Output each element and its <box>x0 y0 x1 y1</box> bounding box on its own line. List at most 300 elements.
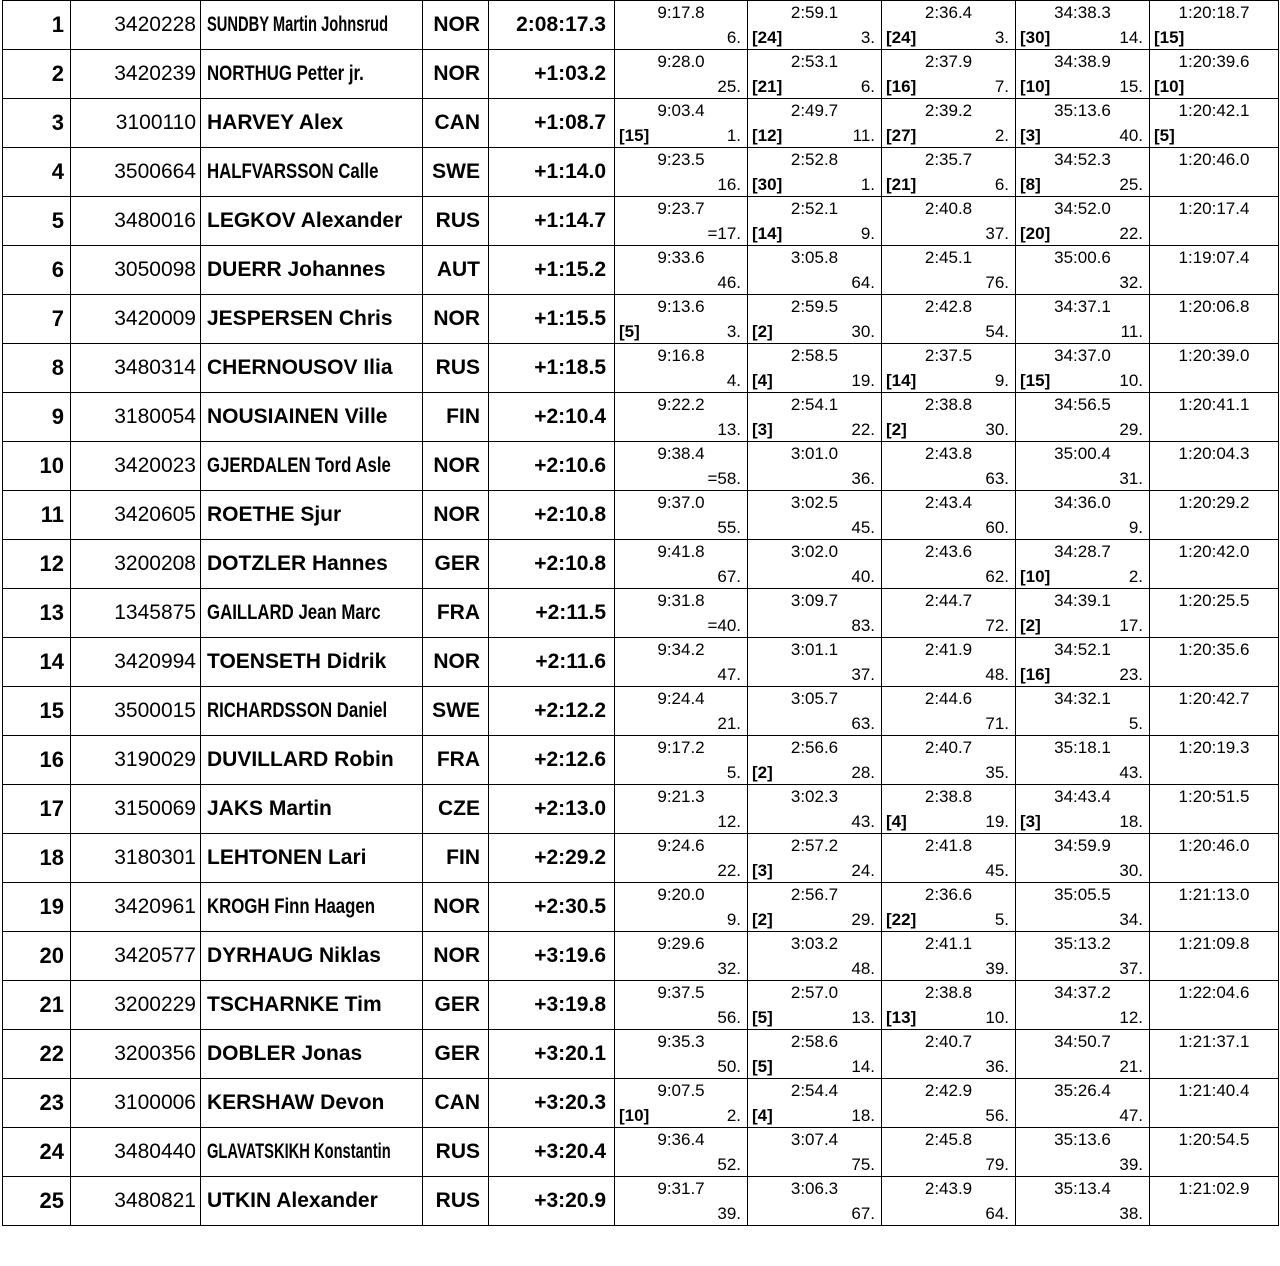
split-bonus: [21] <box>752 77 783 96</box>
athlete-name-cell <box>201 540 423 589</box>
athlete-name: GLAVATSKIKH Konstantin <box>207 1140 391 1163</box>
split-place: 14. <box>1119 28 1143 47</box>
split-cell <box>1150 589 1279 638</box>
split-bonus: [12] <box>752 126 783 145</box>
split-time: 1:20:42.1 <box>1178 101 1250 120</box>
split-time: 1:20:06.8 <box>1178 297 1250 316</box>
nation-cell: RUS <box>423 1177 489 1226</box>
split-time: 9:37.5 <box>657 983 705 1002</box>
table-row <box>3 99 1279 148</box>
split-time: 34:38.3 <box>1054 3 1111 22</box>
athlete-name-cell <box>201 393 423 442</box>
split-cell <box>615 295 748 344</box>
split-time: 34:32.1 <box>1054 689 1111 708</box>
split-time: 2:36.4 <box>924 3 973 22</box>
nation-cell: RUS <box>423 1128 489 1177</box>
split-place: 37. <box>1119 959 1143 978</box>
split-bonus: [2] <box>752 322 773 341</box>
split-time: 2:38.8 <box>924 787 973 806</box>
athlete-name: HALFVARSSON Calle <box>207 160 379 183</box>
split-bonus: [21] <box>886 175 917 194</box>
split-time: 34:56.5 <box>1054 395 1111 414</box>
split-cell <box>748 1128 882 1177</box>
fis-code-cell: 3420239 <box>71 50 201 99</box>
split-bonus: [16] <box>1020 665 1051 684</box>
split-time: 1:22:04.6 <box>1178 983 1250 1002</box>
split-time: 34:37.1 <box>1054 297 1111 316</box>
split-time: 1:20:35.6 <box>1178 640 1250 659</box>
time-cell: +2:10.8 <box>489 491 615 540</box>
split-time: 34:52.0 <box>1054 199 1111 218</box>
split-time: 3:07.4 <box>790 1130 839 1149</box>
athlete-name: TSCHARNKE Tim <box>207 993 382 1016</box>
split-time: 2:41.1 <box>924 934 973 953</box>
split-cell <box>882 197 1016 246</box>
fis-code-cell: 3200208 <box>71 540 201 589</box>
split-time: 34:39.1 <box>1054 591 1111 610</box>
split-place: 38. <box>1119 1204 1143 1223</box>
split-cell <box>882 834 1016 883</box>
split-place: 32. <box>717 959 741 978</box>
rank-cell: 2 <box>3 50 71 99</box>
split-place: 21. <box>717 714 741 733</box>
athlete-name-cell <box>201 491 423 540</box>
split-time: 1:20:51.5 <box>1178 787 1250 806</box>
time-cell: +2:13.0 <box>489 785 615 834</box>
split-cell <box>882 99 1016 148</box>
split-place: 36. <box>985 1057 1009 1076</box>
split-cell <box>748 148 882 197</box>
split-time: 34:38.9 <box>1054 52 1111 71</box>
split-cell <box>1150 246 1279 295</box>
split-time: 9:36.4 <box>657 1130 705 1149</box>
split-time: 9:34.2 <box>657 640 705 659</box>
split-cell <box>1016 540 1150 589</box>
rank-cell: 24 <box>3 1128 71 1177</box>
table-row <box>3 932 1279 981</box>
split-cell <box>1150 442 1279 491</box>
split-cell <box>882 148 1016 197</box>
split-bonus: [2] <box>886 420 907 439</box>
split-place: 2. <box>1128 567 1143 586</box>
split-place: 30. <box>1119 861 1143 880</box>
rank-cell: 13 <box>3 589 71 638</box>
fis-code-cell: 3190029 <box>71 736 201 785</box>
split-place: 72. <box>985 616 1009 635</box>
split-place: =17. <box>707 224 741 243</box>
nation-cell: RUS <box>423 344 489 393</box>
split-cell <box>748 932 882 981</box>
split-cell <box>882 50 1016 99</box>
split-place: 23. <box>1119 665 1143 684</box>
split-place: 5. <box>994 910 1009 929</box>
split-place: 10. <box>1119 371 1143 390</box>
split-cell <box>1150 50 1279 99</box>
split-place: 24. <box>851 861 875 880</box>
split-place: 29. <box>851 910 875 929</box>
split-time: 35:13.4 <box>1054 1179 1111 1198</box>
split-place: 47. <box>717 665 741 684</box>
split-place: 45. <box>851 518 875 537</box>
split-cell <box>1016 638 1150 687</box>
split-cell <box>882 1128 1016 1177</box>
split-cell <box>615 197 748 246</box>
split-place: 47. <box>1119 1106 1143 1125</box>
table-row <box>3 344 1279 393</box>
split-time: 2:43.6 <box>924 542 973 561</box>
split-time: 35:13.6 <box>1054 101 1111 120</box>
split-time: 35:13.6 <box>1054 1130 1111 1149</box>
split-time: 2:59.5 <box>790 297 839 316</box>
split-place: 19. <box>851 371 875 390</box>
fis-code-cell: 3420605 <box>71 491 201 540</box>
split-cell <box>1016 246 1150 295</box>
split-place: 40. <box>851 567 875 586</box>
split-time: 1:20:46.0 <box>1178 150 1250 169</box>
split-place: 17. <box>1119 616 1143 635</box>
split-time: 3:05.8 <box>790 248 839 267</box>
athlete-name: JESPERSEN Chris <box>207 307 393 330</box>
split-cell <box>882 589 1016 638</box>
athlete-name: HARVEY Alex <box>207 111 344 134</box>
split-place: 45. <box>985 861 1009 880</box>
fis-code-cell: 3420994 <box>71 638 201 687</box>
split-place: 56. <box>717 1008 741 1027</box>
nation-cell: CAN <box>423 1079 489 1128</box>
split-cell <box>1150 638 1279 687</box>
split-cell <box>1150 295 1279 344</box>
split-bonus: [15] <box>619 126 650 145</box>
athlete-name-cell <box>201 1079 423 1128</box>
split-time: 2:56.6 <box>790 738 839 757</box>
split-time: 2:42.8 <box>924 297 973 316</box>
split-cell <box>615 687 748 736</box>
split-place: 63. <box>985 469 1009 488</box>
split-cell <box>615 148 748 197</box>
split-cell <box>1150 197 1279 246</box>
split-cell <box>1016 344 1150 393</box>
split-place: 75. <box>851 1155 875 1174</box>
athlete-name-cell <box>201 1030 423 1079</box>
split-bonus: [3] <box>752 420 773 439</box>
split-cell <box>1150 736 1279 785</box>
split-place: 39. <box>985 959 1009 978</box>
split-bonus: [5] <box>619 322 640 341</box>
table-row <box>3 638 1279 687</box>
split-place: 50. <box>717 1057 741 1076</box>
split-time: 9:24.6 <box>657 836 705 855</box>
table-row <box>3 589 1279 638</box>
fis-code-cell: 3480440 <box>71 1128 201 1177</box>
split-place: =40. <box>707 616 741 635</box>
athlete-name: NORTHUG Petter jr. <box>207 62 364 85</box>
split-time: 2:38.8 <box>924 395 973 414</box>
athlete-name: LEHTONEN Lari <box>207 846 367 869</box>
split-place: 29. <box>1119 420 1143 439</box>
split-place: 4. <box>726 371 741 390</box>
split-bonus: [27] <box>886 126 917 145</box>
athlete-name-cell <box>201 295 423 344</box>
split-time: 34:59.9 <box>1054 836 1111 855</box>
split-cell <box>615 393 748 442</box>
split-place: 39. <box>1119 1155 1143 1174</box>
split-time: 3:01.1 <box>790 640 839 659</box>
split-cell <box>615 1030 748 1079</box>
split-cell <box>1016 932 1150 981</box>
split-time: 34:50.7 <box>1054 1032 1111 1051</box>
nation-cell: CZE <box>423 785 489 834</box>
fis-code-cell: 3480821 <box>71 1177 201 1226</box>
split-place: 13. <box>851 1008 875 1027</box>
fis-code-cell: 3200356 <box>71 1030 201 1079</box>
split-bonus: [24] <box>886 28 917 47</box>
split-cell <box>748 1 882 50</box>
split-cell <box>1016 883 1150 932</box>
split-place: 76. <box>985 273 1009 292</box>
split-cell <box>615 344 748 393</box>
nation-cell: FRA <box>423 589 489 638</box>
split-cell <box>882 1177 1016 1226</box>
split-place: 18. <box>1119 812 1143 831</box>
split-place: 11. <box>1120 322 1143 341</box>
split-time: 9:38.4 <box>657 444 705 463</box>
split-time: 35:13.2 <box>1054 934 1111 953</box>
rank-cell: 14 <box>3 638 71 687</box>
table-row <box>3 1177 1279 1226</box>
split-cell <box>615 1 748 50</box>
split-place: =58. <box>707 469 741 488</box>
split-bonus: [4] <box>886 812 907 831</box>
split-time: 1:21:37.1 <box>1178 1032 1250 1051</box>
split-cell <box>882 687 1016 736</box>
athlete-name: DUVILLARD Robin <box>207 748 394 771</box>
split-cell <box>748 785 882 834</box>
athlete-name: DOTZLER Hannes <box>207 552 388 575</box>
split-bonus: [14] <box>886 371 917 390</box>
split-time: 1:20:39.0 <box>1178 346 1250 365</box>
split-place: 9. <box>994 371 1009 390</box>
split-cell <box>882 981 1016 1030</box>
split-bonus: [2] <box>752 763 773 782</box>
split-cell <box>1150 1177 1279 1226</box>
split-time: 9:28.0 <box>657 52 705 71</box>
split-time: 35:26.4 <box>1054 1081 1111 1100</box>
athlete-name-cell <box>201 638 423 687</box>
table-row <box>3 246 1279 295</box>
time-cell: +3:19.6 <box>489 932 615 981</box>
split-time: 2:53.1 <box>790 52 839 71</box>
split-place: 3. <box>994 28 1009 47</box>
rank-cell: 8 <box>3 344 71 393</box>
split-time: 3:03.2 <box>790 934 839 953</box>
split-bonus: [2] <box>752 910 773 929</box>
split-place: 12. <box>1119 1008 1143 1027</box>
time-cell: +2:29.2 <box>489 834 615 883</box>
nation-cell: NOR <box>423 50 489 99</box>
nation-cell: SWE <box>423 148 489 197</box>
results-table <box>2 0 1279 1226</box>
rank-cell: 18 <box>3 834 71 883</box>
split-time: 2:43.9 <box>924 1179 973 1198</box>
split-time: 1:20:29.2 <box>1178 493 1250 512</box>
split-place: 15. <box>1119 77 1143 96</box>
table-row <box>3 981 1279 1030</box>
split-bonus: [14] <box>752 224 783 243</box>
rank-cell: 3 <box>3 99 71 148</box>
split-time: 2:45.1 <box>924 248 973 267</box>
split-place: 30. <box>851 322 875 341</box>
split-place: 36. <box>851 469 875 488</box>
split-place: 21. <box>1119 1057 1143 1076</box>
split-place: 35. <box>985 763 1009 782</box>
table-row <box>3 834 1279 883</box>
split-time: 2:42.9 <box>924 1081 973 1100</box>
split-cell <box>1016 1177 1150 1226</box>
rank-cell: 4 <box>3 148 71 197</box>
nation-cell: NOR <box>423 295 489 344</box>
athlete-name: DOBLER Jonas <box>207 1042 363 1065</box>
rank-cell: 11 <box>3 491 71 540</box>
table-row <box>3 442 1279 491</box>
time-cell: +2:30.5 <box>489 883 615 932</box>
split-cell <box>615 540 748 589</box>
split-place: 37. <box>985 224 1009 243</box>
split-place: 14. <box>851 1057 875 1076</box>
split-cell <box>1016 99 1150 148</box>
split-cell <box>1150 687 1279 736</box>
split-bonus: [20] <box>1020 224 1051 243</box>
split-cell <box>615 50 748 99</box>
split-cell <box>615 1128 748 1177</box>
split-bonus: [5] <box>752 1008 773 1027</box>
nation-cell: NOR <box>423 932 489 981</box>
split-cell <box>882 638 1016 687</box>
split-place: 55. <box>717 518 741 537</box>
time-cell: +1:15.2 <box>489 246 615 295</box>
split-place: 22. <box>1119 224 1143 243</box>
athlete-name: TOENSETH Didrik <box>207 650 387 673</box>
split-cell <box>1150 1 1279 50</box>
time-cell: +1:14.0 <box>489 148 615 197</box>
athlete-name: CHERNOUSOV Ilia <box>207 356 393 379</box>
split-cell <box>882 883 1016 932</box>
table-row <box>3 148 1279 197</box>
table-row <box>3 736 1279 785</box>
split-cell <box>882 344 1016 393</box>
athlete-name-cell <box>201 99 423 148</box>
split-time: 3:02.5 <box>790 493 839 512</box>
split-time: 34:36.0 <box>1054 493 1111 512</box>
time-cell: +3:20.9 <box>489 1177 615 1226</box>
split-cell <box>1150 981 1279 1030</box>
split-cell <box>1016 197 1150 246</box>
split-time: 1:20:46.0 <box>1178 836 1250 855</box>
split-cell <box>748 638 882 687</box>
fis-code-cell: 3420961 <box>71 883 201 932</box>
split-time: 2:56.7 <box>790 885 839 904</box>
split-time: 2:43.8 <box>924 444 973 463</box>
time-cell: +1:03.2 <box>489 50 615 99</box>
table-row <box>3 1128 1279 1177</box>
split-time: 9:17.8 <box>657 3 705 22</box>
split-cell <box>882 393 1016 442</box>
split-cell <box>1016 736 1150 785</box>
split-cell <box>615 981 748 1030</box>
split-time: 2:37.9 <box>924 52 973 71</box>
split-bonus: [16] <box>886 77 917 96</box>
split-time: 35:18.1 <box>1054 738 1111 757</box>
time-cell: +1:18.5 <box>489 344 615 393</box>
split-time: 34:37.0 <box>1054 346 1111 365</box>
nation-cell: NOR <box>423 638 489 687</box>
nation-cell: CAN <box>423 99 489 148</box>
nation-cell: FIN <box>423 834 489 883</box>
split-place: 64. <box>985 1204 1009 1223</box>
split-time: 2:54.1 <box>790 395 839 414</box>
athlete-name-cell <box>201 589 423 638</box>
split-cell <box>1016 393 1150 442</box>
split-bonus: [22] <box>886 910 917 929</box>
split-place: 6. <box>860 77 875 96</box>
athlete-name-cell <box>201 344 423 393</box>
split-cell <box>748 491 882 540</box>
split-time: 34:43.4 <box>1054 787 1111 806</box>
split-cell <box>1150 1030 1279 1079</box>
split-bonus: [10] <box>1020 567 1051 586</box>
split-cell <box>1016 589 1150 638</box>
split-time: 1:21:13.0 <box>1178 885 1250 904</box>
rank-cell: 25 <box>3 1177 71 1226</box>
time-cell: +2:10.4 <box>489 393 615 442</box>
split-cell <box>748 50 882 99</box>
split-time: 9:31.8 <box>657 591 705 610</box>
split-time: 34:52.1 <box>1054 640 1111 659</box>
split-place: 3. <box>726 322 741 341</box>
split-bonus: [13] <box>886 1008 917 1027</box>
athlete-name: KERSHAW Devon <box>207 1091 385 1114</box>
athlete-name: SUNDBY Martin Johnsrud <box>207 13 389 36</box>
split-cell <box>748 1079 882 1128</box>
time-cell: +1:15.5 <box>489 295 615 344</box>
split-time: 2:40.7 <box>924 1032 973 1051</box>
time-cell: +2:11.6 <box>489 638 615 687</box>
split-time: 9:35.3 <box>657 1032 705 1051</box>
athlete-name-cell <box>201 1 423 50</box>
fis-code-cell: 3100110 <box>71 99 201 148</box>
table-row <box>3 295 1279 344</box>
split-cell <box>1016 50 1150 99</box>
split-cell <box>1150 932 1279 981</box>
split-bonus: [4] <box>752 371 773 390</box>
split-place: 9. <box>726 910 741 929</box>
nation-cell: NOR <box>423 883 489 932</box>
split-time: 35:00.4 <box>1054 444 1111 463</box>
split-place: 25. <box>1119 175 1143 194</box>
split-cell <box>1016 1030 1150 1079</box>
split-time: 2:38.8 <box>924 983 973 1002</box>
split-cell <box>1016 981 1150 1030</box>
table-row <box>3 1030 1279 1079</box>
time-cell: +3:19.8 <box>489 981 615 1030</box>
split-place: 19. <box>985 812 1009 831</box>
athlete-name-cell <box>201 442 423 491</box>
split-time: 2:59.1 <box>790 3 839 22</box>
split-place: 13. <box>717 420 741 439</box>
split-time: 9:37.0 <box>657 493 705 512</box>
split-bonus: [30] <box>1020 28 1051 47</box>
split-time: 9:21.3 <box>657 787 705 806</box>
split-time: 1:20:04.3 <box>1178 444 1250 463</box>
